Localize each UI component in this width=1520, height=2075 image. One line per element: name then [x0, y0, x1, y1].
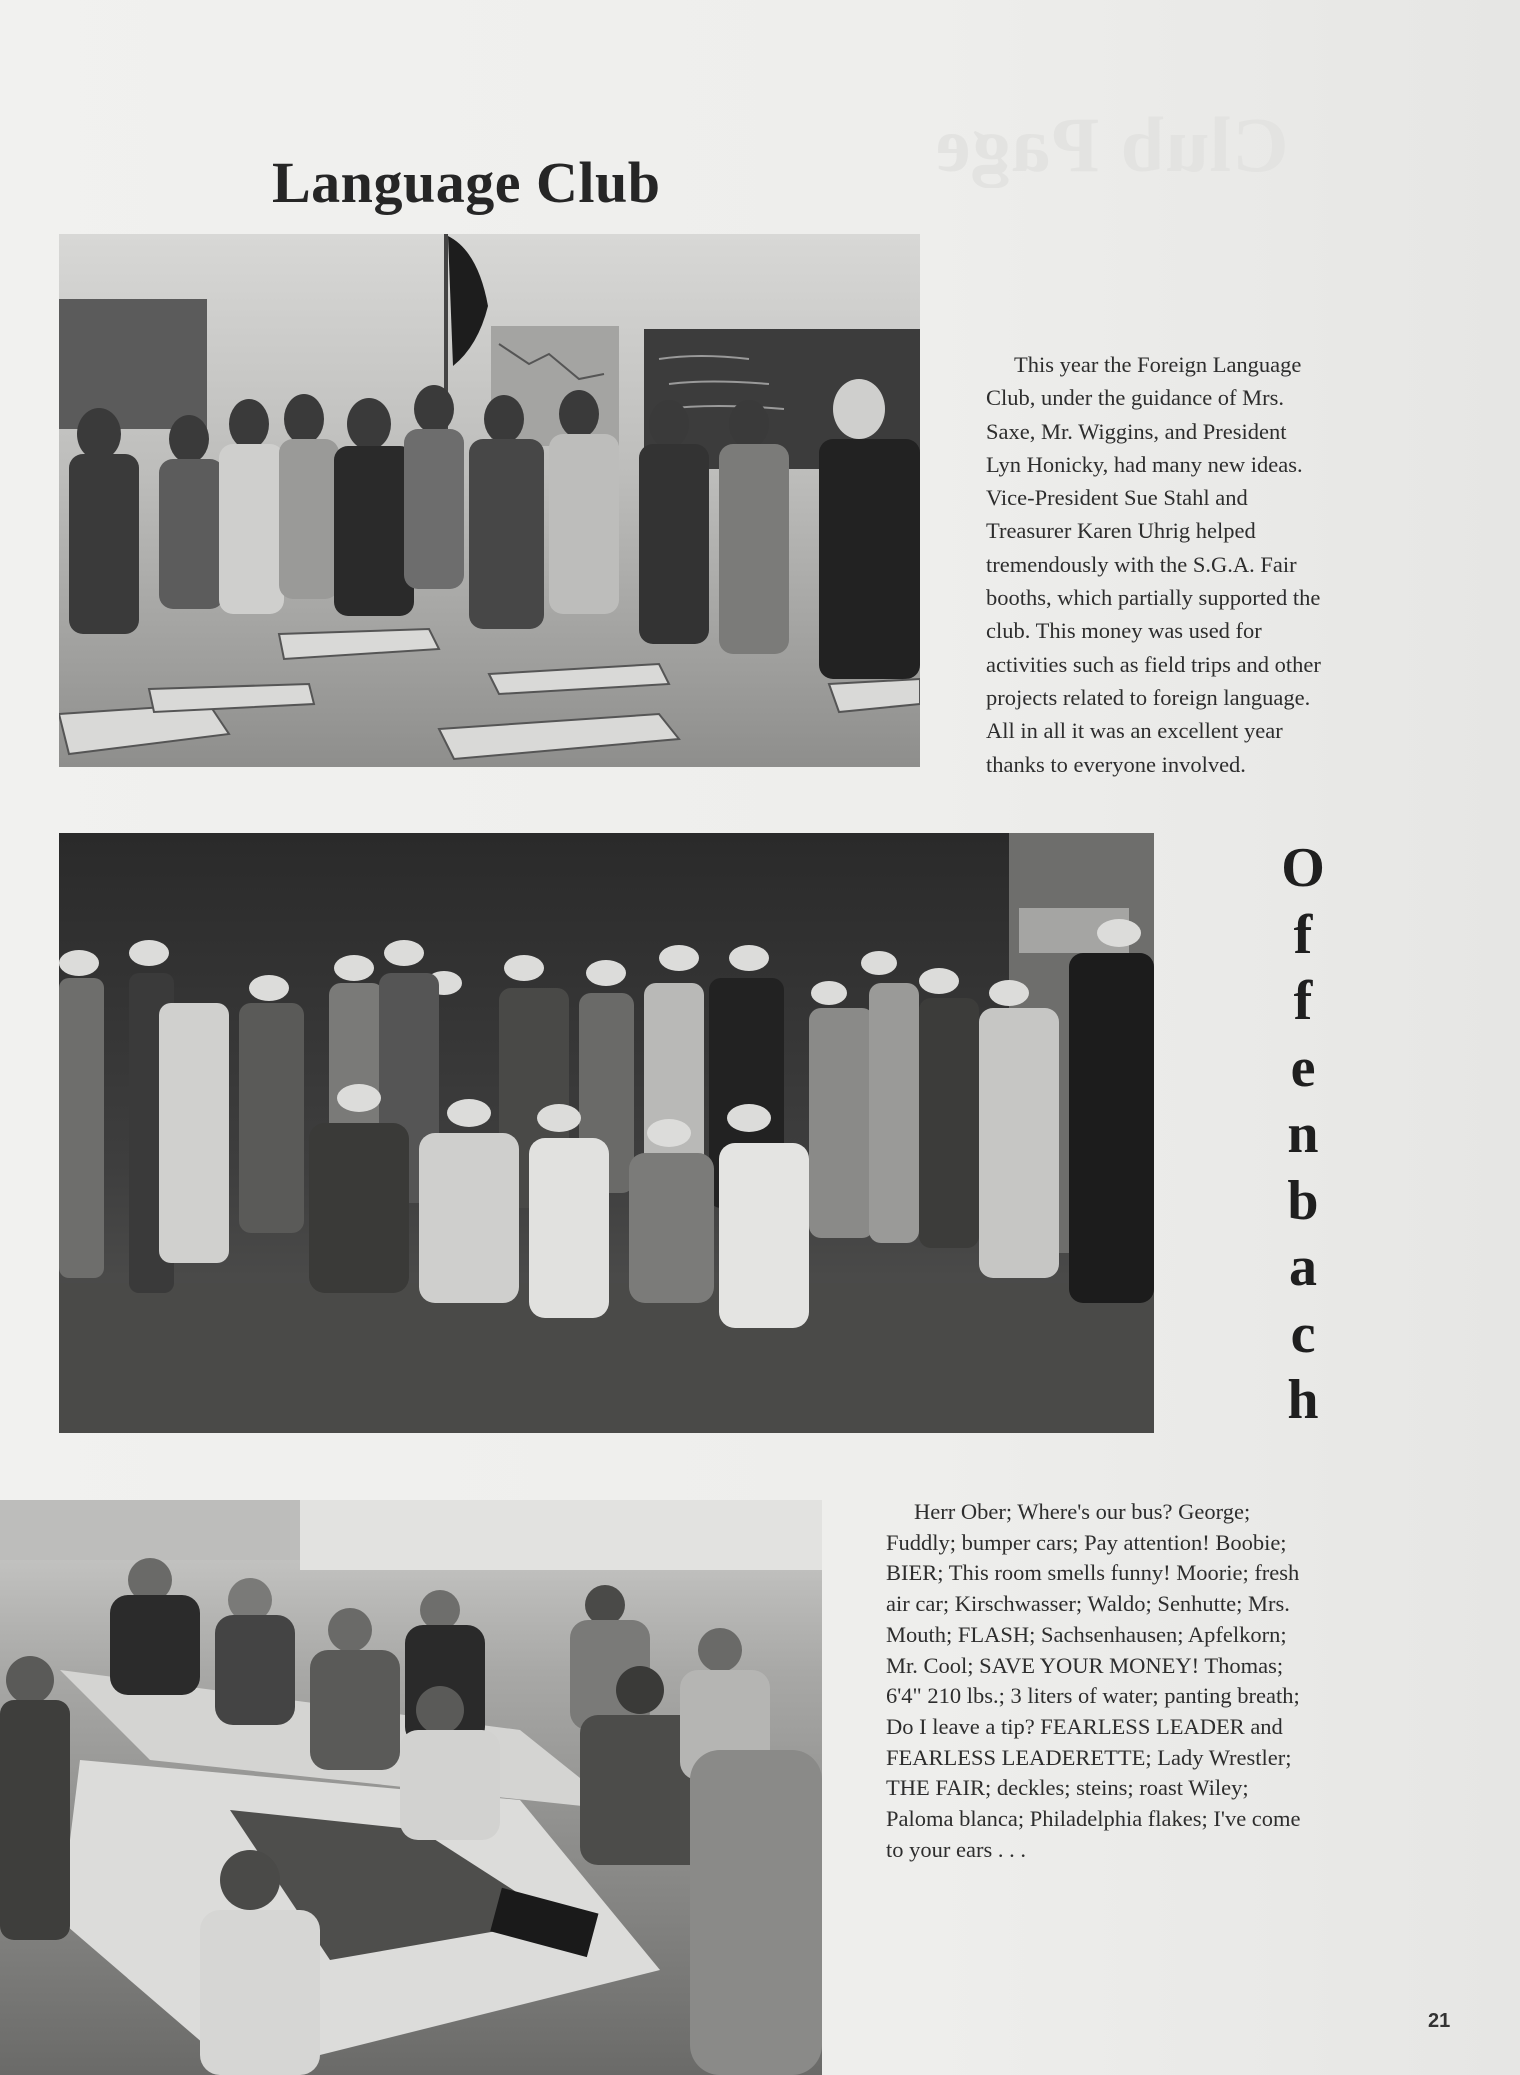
text-line: FEARLESS LEADERETTE; Lady Wrestler; — [886, 1744, 1292, 1770]
bleed-through-ghost-text: Club Page — [935, 101, 1289, 188]
text-line: Paloma blanca; Philadelphia flakes; I've come — [886, 1806, 1301, 1832]
text-line: Do I leave a tip? FEARLESS LEADER and — [886, 1713, 1283, 1739]
page-number: 21 — [1428, 2010, 1451, 2032]
text-line: BIER; This room smells funny! Moorie; fresh — [886, 1560, 1300, 1586]
text-line: projects related to foreign language. — [986, 684, 1311, 710]
vertical-letter: a — [1289, 1236, 1317, 1298]
text-line: All in all it was an excellent year — [986, 718, 1283, 744]
vertical-letter: O — [1281, 837, 1325, 899]
text-line: to your ears . . . — [886, 1836, 1026, 1862]
page-title: Language Club — [272, 149, 661, 215]
vertical-letter: c — [1290, 1302, 1316, 1365]
text-line: Fuddly; bumper cars; Pay attention! Boobie; — [886, 1529, 1287, 1555]
text-line: club. This money was used for — [986, 618, 1262, 644]
language-club-description — [986, 348, 1321, 781]
offenbach-restaurant-photo — [0, 1500, 822, 2075]
text-line: THE FAIR; deckles; steins; roast Wiley; — [886, 1775, 1249, 1801]
text-line: booths, which partially supported the — [986, 585, 1321, 611]
text-line: Herr Ober; Where's our bus? George; — [914, 1499, 1251, 1524]
language-club-group-photo — [59, 234, 920, 767]
text-line: Saxe, Mr. Wiggins, and President — [986, 418, 1287, 444]
offenbach-description — [886, 1497, 1301, 1865]
vertical-letter: n — [1287, 1103, 1319, 1165]
offenbach-vertical-heading — [1273, 835, 1333, 1434]
text-line: Club, under the guidance of Mrs. — [986, 385, 1285, 411]
vertical-letter: f — [1293, 970, 1313, 1032]
vertical-letter: h — [1287, 1369, 1319, 1431]
text-line: Treasurer Karen Uhrig helped — [986, 518, 1256, 544]
text-line: Vice-President Sue Stahl and — [986, 485, 1248, 511]
text-line: thanks to everyone involved. — [986, 751, 1246, 777]
text-line: air car; Kirschwasser; Waldo; Senhutte; Mrs. — [886, 1591, 1290, 1617]
text-line: Mouth; FLASH; Sachsenhausen; Apfelkorn; — [886, 1621, 1287, 1647]
text-line: Lyn Honicky, had many new ideas. — [986, 451, 1303, 477]
vertical-letter: e — [1290, 1036, 1316, 1099]
vertical-letter: b — [1287, 1169, 1319, 1232]
text-line: This year the Foreign Language — [1014, 352, 1302, 377]
text-line: Mr. Cool; SAVE YOUR MONEY! Thomas; — [886, 1652, 1284, 1678]
offenbach-hard-hat-group-photo — [59, 833, 1154, 1433]
text-line: 6'4" 210 lbs.; 3 liters of water; panting breath; — [886, 1683, 1300, 1709]
vertical-letter: f — [1293, 903, 1313, 966]
text-line: activities such as field trips and other — [986, 651, 1321, 677]
text-line: tremendously with the S.G.A. Fair — [986, 551, 1297, 577]
